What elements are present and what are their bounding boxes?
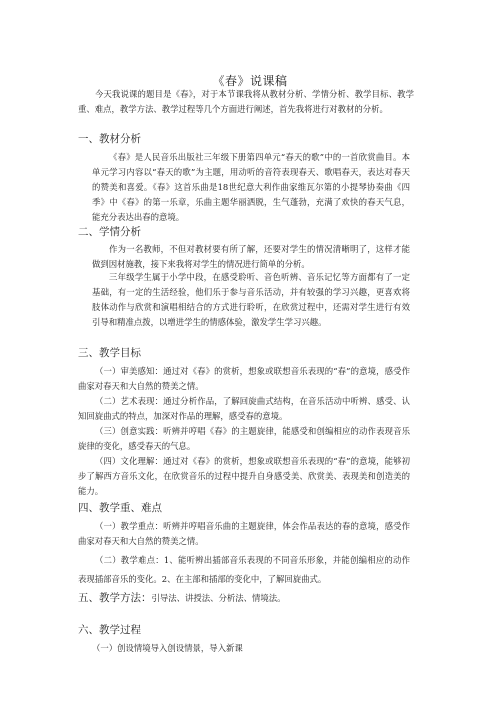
section-heading-3: 三、教学目标 bbox=[78, 347, 141, 359]
section-3-paragraph-2: （二）艺术表现：通过分析作品，了解回旋曲式结构，在音乐活动中听辨、感受、认知回旋曲式的特点，加深对作品的理解，感受春的意境。 bbox=[78, 396, 410, 422]
intro-paragraph: 今天我说课的题目是《春》，对于本节课我将从教材分析、学情分析、教学目标、教学重、难点，教学方法、教学过程等几个方面进行阐述，首先我将进行对教材的分析。 bbox=[78, 89, 414, 115]
section-heading-6: 六、教学过程 bbox=[78, 624, 141, 636]
section-6-paragraph-1: （一）创设情境导入创设情景，导入新课 bbox=[92, 643, 243, 653]
section-heading-5 bbox=[78, 590, 286, 605]
section-3-paragraph-4: （四）文化理解：通过对《春》的赏析，想象或联想音乐表现的“春”的意境，能够初步了解西方音乐文化，在欣赏音乐的过程中提升自身感受美、欣赏美、表现美和创造美的能力。 bbox=[78, 456, 410, 497]
section-3-paragraph-1: （一）审美感知：通过对《春》的赏析，想象或联想音乐表现的“春”的意境，感受作曲家对春天和大自然的赞美之情。 bbox=[78, 366, 410, 392]
section-heading-4: 四、教学重、难点 bbox=[78, 502, 162, 514]
section-1-paragraph-1: 《春》是人民音乐出版社三年级下册第四单元“春天的歌”中的一首欣赏曲目。本单元学习内容以“春天的歌”为主题，用动听的音符表现春天、歌唱春天，表达对春天的赞美和喜爱。《春》这首乐曲是18世纪意大利作曲家维瓦尔第的小提琴协奏曲《四季》中《春》的第一乐章，乐曲主题华丽洒脱，生气蓬勃，充满了欢快的春天气息，能充分表达出春的意境。 bbox=[92, 152, 410, 223]
section-2-paragraph-1: 作为一名教师，不但对教材要有所了解，还要对学生的情况清晰明了，这样才能做到因材施教，接下来我将对学生的情况进行简单的分析。 bbox=[92, 244, 410, 270]
section-heading-1: 一、教材分析 bbox=[78, 133, 141, 145]
section-5-heading: 五、教学方法： bbox=[78, 592, 152, 604]
section-5-inline-text: 引导法、讲授法、分析法、情境法。 bbox=[151, 593, 286, 603]
section-2-paragraph-2: 三年级学生属于小学中段，在感受聆听、音色听辨、音乐记忆等方面都有了一定基础，有一定的生活经验，他们乐于参与音乐活动，并有较强的学习兴趣，更喜欢将肢体动作与欣赏和演唱相结合的方式进行聆听，在欣赏过程中，还需对学生进行有效引导和精准点拨，以增进学生的情感体验，激发学生学习兴趣。 bbox=[92, 272, 410, 328]
section-4-paragraph-1: （一）教学重点：听辨并哼唱音乐曲的主题旋律，体会作品表达的春的意境，感受作曲家对春天和大自然的赞美之情。 bbox=[78, 521, 410, 547]
section-3-paragraph-3: （三）创意实践：听辨并哼唱《春》的主题旋律，能感受和创编相应的动作表现音乐旋律的变化，感受春天的气息。 bbox=[78, 426, 410, 452]
section-heading-2: 二、学情分析 bbox=[78, 226, 141, 238]
section-4-paragraph-2: （二）教学难点：1、能听辨出插部音乐表现的不同音乐形象，并能创编相应的动作表现插部音乐的变化。2、在主部和插部的变化中，了解回旋曲式。 bbox=[78, 555, 410, 584]
page-title: 《春》说课稿 bbox=[212, 74, 288, 88]
